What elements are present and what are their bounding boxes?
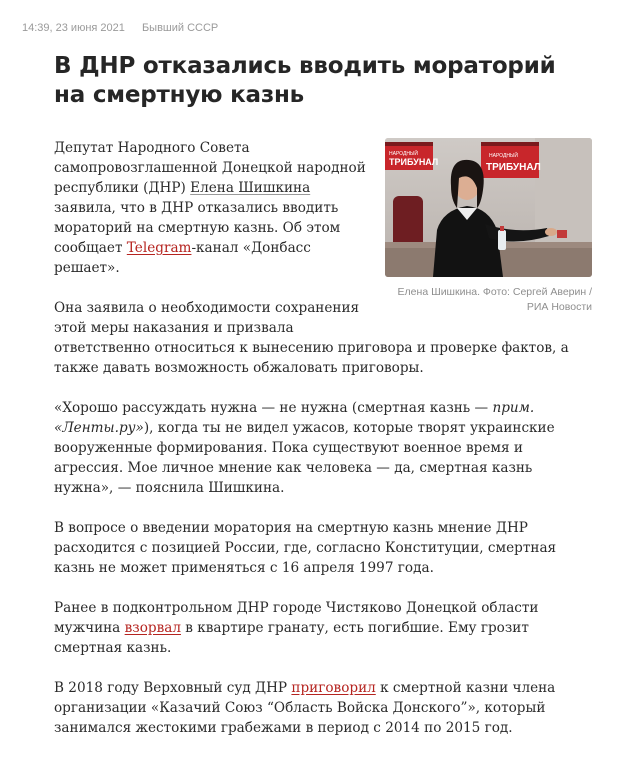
banner-small-text: НАРОДНЫЙ — [389, 151, 418, 157]
banner-center-small: НАРОДНЫЙ — [489, 153, 518, 159]
rubric-link[interactable]: Бывший СССР — [141, 22, 219, 34]
paragraph-1-text-c: -канал «Донбасс решает». — [54, 240, 311, 276]
article-photo[interactable] — [385, 138, 592, 277]
link-telegram[interactable]: Telegram — [126, 240, 192, 256]
photo-caption: Елена Шишкина. Фото: Сергей Аверин / РИА Новости — [397, 286, 592, 313]
paragraph-5 — [54, 598, 592, 658]
banner-left-text: ТРИБУНАЛ — [389, 157, 439, 167]
editor-note: прим. «Ленты.ру» — [54, 400, 535, 436]
photo-illustration — [385, 138, 592, 277]
paragraph-2: Она заявила о необходимости сохранения этой меры наказания и призвала ответственно относиться к вынесению приговора и проверке фактов, а также давать возможность обжаловать приговоры. — [54, 300, 569, 376]
paragraph-3-text-a: «Хорошо рассуждать нужна — не нужна (смертная казнь — — [54, 400, 493, 416]
paragraph-1-text-a: Депутат Народного Совета самопровозглашенной Донецкой народной республики (ДНР) — [54, 140, 366, 196]
paragraph-5-text-a: Ранее в подконтрольном ДНР городе Чистяково Донецкой области мужчина — [54, 600, 539, 636]
paragraph-3 — [54, 398, 592, 498]
paragraph-6-text-a: В 2018 году Верховный суд ДНР — [54, 680, 292, 696]
paragraph-3-text-b: ), когда ты не видел ужасов, которые творят украинские вооруженные формирования. Пока существуют военное время и агрессия. Мое личное мнение как человека — да, смертная казнь нужна», — пояснила Шишкина. — [54, 420, 555, 496]
article-figure — [385, 138, 592, 315]
paragraph-4: В вопросе о введении моратория на смертную казнь мнение ДНР расходится с позицией России, где, согласно Конституции, смертная казнь не может применяться с 16 апреля 1997 года. — [54, 520, 557, 576]
article-body — [54, 138, 592, 758]
link-elena-shishkina[interactable]: Елена Шишкина — [190, 180, 311, 196]
paragraph-6 — [54, 678, 592, 738]
article-title: В ДНР отказались вводить мораторий на смертную казнь — [54, 53, 556, 108]
paragraph-5-text-b: в квартире гранату, есть погибшие. Ему грозит смертная казнь. — [54, 620, 529, 656]
article-datetime: 14:39, 23 июня 2021 — [22, 22, 125, 34]
article-meta — [22, 22, 218, 34]
banner-center-text: ТРИБУНАЛ — [486, 162, 541, 173]
paragraph-6-text-b: к смертной казни члена организации «Казачий Союз “Область Войска Донского”», который занимался жестокими грабежами в период с 2014 по 2015 год. — [54, 680, 556, 736]
link-prigovoril[interactable]: приговорил — [291, 680, 376, 696]
paragraph-1-text-b: заявила, что в ДНР отказались вводить мораторий на смертную казнь. Об этом сообщает — [54, 200, 341, 256]
link-vzorval[interactable]: взорвал — [124, 620, 181, 636]
